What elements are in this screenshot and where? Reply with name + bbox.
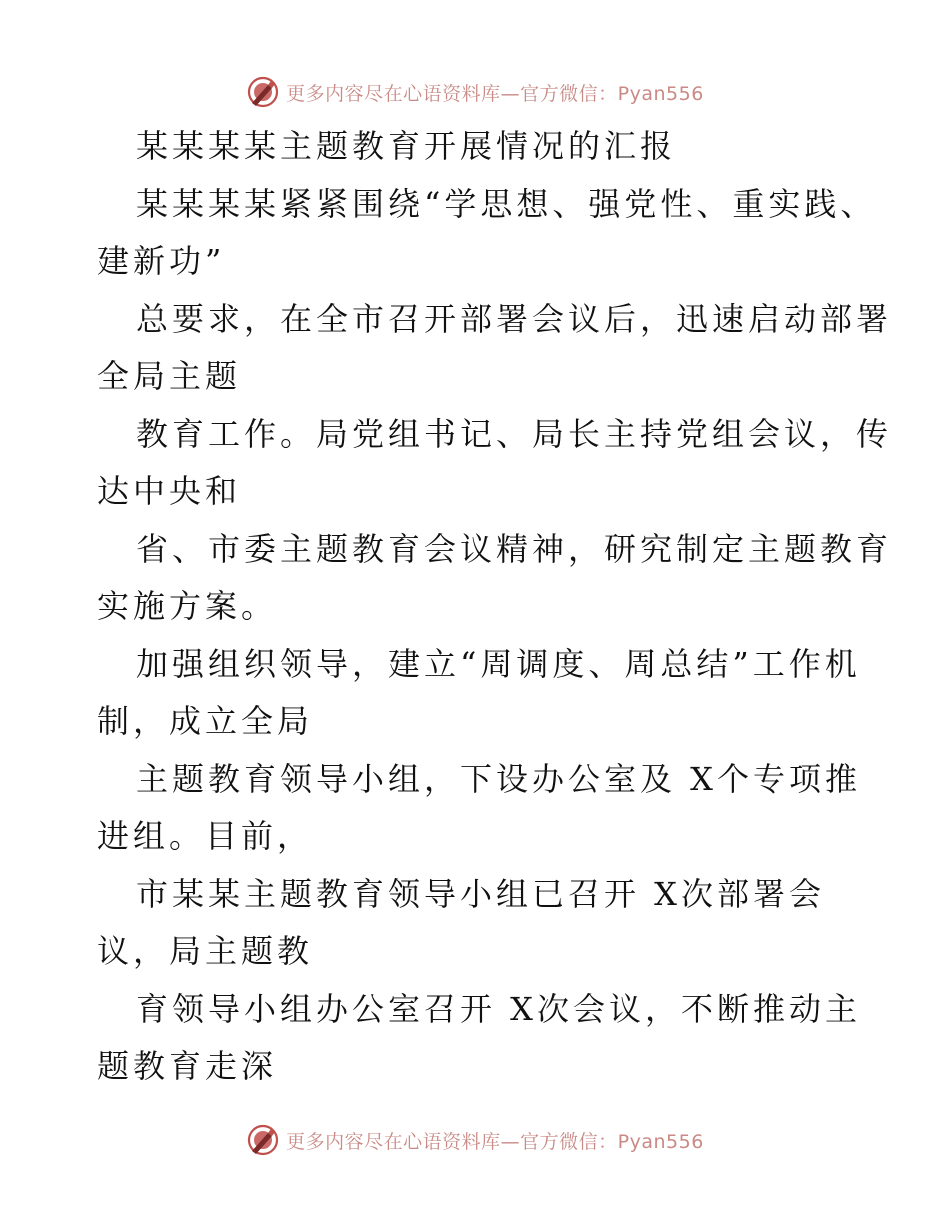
- pen-logo-icon: [246, 1123, 280, 1157]
- doc-line: 育领导小组办公室召开 X次会议，不断推动主: [136, 989, 861, 1028]
- doc-line: 进组。目前，: [97, 817, 314, 855]
- doc-line: 加强组织领导，建立“周调度、周总结”工作机: [136, 644, 861, 683]
- doc-line: 题教育走深: [97, 1047, 278, 1085]
- doc-line: 制，成立全局: [97, 702, 314, 740]
- doc-line: 省、市委主题教育会议精神，研究制定主题教育: [136, 529, 893, 568]
- doc-line: 市某某主题教育领导小组已召开 X次部署会: [136, 874, 825, 913]
- header-watermark: [0, 72, 950, 112]
- doc-line: 教育工作。局党组书记、局长主持党组会议，传: [136, 414, 893, 453]
- doc-line: 议，局主题教: [97, 932, 314, 970]
- watermark-text: 更多内容尽在心语资料库—官方微信：Pyan556: [286, 1130, 704, 1153]
- doc-title: 某某某某主题教育开展情况的汇报: [136, 127, 677, 165]
- doc-line: 达中央和: [97, 472, 242, 510]
- document-body: [97, 118, 893, 1096]
- doc-line: 某某某某紧紧围绕“学思想、强党性、重实践、: [136, 184, 877, 223]
- footer-watermark: [0, 1120, 950, 1160]
- watermark-id: Pyan556: [617, 1130, 704, 1153]
- watermark-text: 更多内容尽在心语资料库—官方微信：Pyan556: [286, 82, 704, 105]
- doc-line: 主题教育领导小组，下设办公室及 X个专项推: [136, 759, 861, 798]
- doc-line: 建新功”: [97, 242, 226, 280]
- doc-line: 全局主题: [97, 357, 242, 395]
- pen-logo-icon: [246, 75, 280, 109]
- watermark-id: Pyan556: [617, 82, 704, 105]
- doc-line: 实施方案。: [97, 587, 278, 625]
- doc-line: 总要求，在全市召开部署会议后，迅速启动部署: [136, 299, 893, 338]
